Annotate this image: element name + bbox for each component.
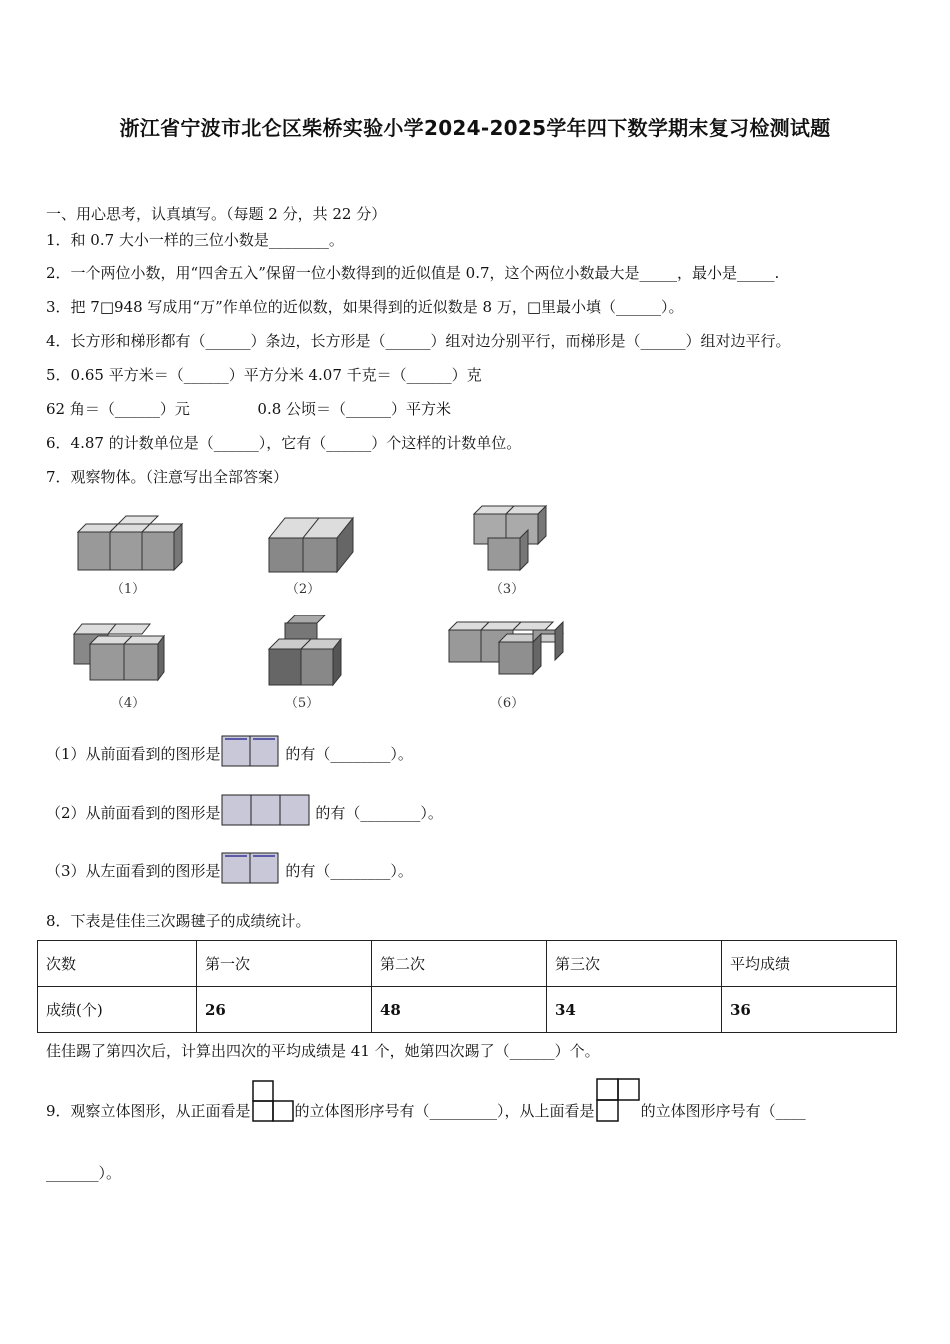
- figure-5-cubes: [265, 615, 350, 690]
- question-1: 1．和 0.7 大小一样的三位小数是________。: [46, 231, 344, 249]
- q7-sub2-prefix: （2）从前面看到的图形是: [46, 804, 221, 822]
- question-9-continued: _______）。: [46, 1164, 122, 1182]
- two-square-front-view-figure: [221, 735, 281, 767]
- figure-3-cubes: [470, 504, 560, 576]
- question-6: 6．4.87 的计数单位是（______），它有（______）个这样的计数单位。: [46, 434, 522, 452]
- question-7-sub2: [46, 789, 443, 821]
- top-view-l-shape-figure: [595, 1078, 641, 1122]
- q7-sub1-prefix: （1）从前面看到的图形是: [46, 745, 221, 763]
- table-cell: 26: [197, 987, 372, 1033]
- question-5b: [46, 398, 451, 419]
- question-7-sub1: [46, 730, 413, 762]
- question-3: 3．把 7□948 写成用“万”作单位的近似数，如果得到的近似数是 8 万，□里最小填（______）。: [46, 298, 684, 316]
- q7-sub2-suffix: 的有（________）。: [315, 804, 443, 822]
- figure-6-cubes: [445, 618, 570, 678]
- figure-caption-1: （1）: [110, 582, 146, 597]
- question-8-followup: 佳佳踢了第四次后，计算出四次的平均成绩是 41 个，她第四次踢了（______）个。: [46, 1042, 600, 1060]
- figure-caption-4: （4）: [110, 696, 146, 711]
- question-2: 2．一个两位小数，用“四舍五入”保留一位小数得到的近似值是 0.7，这个两位小数最大是_____，最小是_____.: [46, 264, 780, 282]
- section-heading: 一、用心思考，认真填写。（每题 2 分，共 22 分）: [46, 205, 387, 223]
- question-7-sub3: [46, 847, 413, 879]
- table-cell: 34: [547, 987, 722, 1033]
- figure-caption-5: （5）: [284, 696, 320, 711]
- q7-sub3-suffix: 的有（________）。: [285, 862, 413, 880]
- front-view-l-shape-figure: [251, 1080, 295, 1122]
- figure-2-cubes: [265, 512, 365, 576]
- table-row: [38, 987, 897, 1033]
- figure-4-cubes: [68, 620, 168, 690]
- question-5b-part1: 62 角＝（______）元: [46, 400, 190, 418]
- q9-middle: 的立体图形序号有（_________），从上面看是: [294, 1102, 595, 1120]
- score-table: [37, 940, 897, 1033]
- table-header-cell: 第一次: [197, 941, 372, 987]
- question-8: 8．下表是佳佳三次踢毽子的成绩统计。: [46, 912, 311, 930]
- question-5a: 5．0.65 平方米＝（______）平方分米 4.07 千克＝（______）克: [46, 366, 482, 384]
- question-5b-part2: 0.8 公顷＝（______）平方米: [257, 400, 452, 418]
- table-header-cell: 第二次: [372, 941, 547, 987]
- figure-caption-2: （2）: [285, 582, 321, 597]
- q9-prefix: 9．观察立体图形，从正面看是: [46, 1102, 251, 1120]
- question-9: [46, 1078, 806, 1122]
- question-7: 7．观察物体。（注意写出全部答案）: [46, 468, 289, 486]
- table-row-label: 成绩(个): [38, 987, 197, 1033]
- table-cell: 48: [372, 987, 547, 1033]
- table-cell: 36: [722, 987, 897, 1033]
- q7-sub1-suffix: 的有（________）。: [285, 745, 413, 763]
- table-header-cell: 第三次: [547, 941, 722, 987]
- table-header-row: [38, 941, 897, 987]
- table-header-cell: 平均成绩: [722, 941, 897, 987]
- page-title: 浙江省宁波市北仑区柴桥实验小学2024-2025学年四下数学期末复习检测试题: [119, 116, 831, 140]
- figure-caption-3: （3）: [489, 582, 525, 597]
- question-4: 4．长方形和梯形都有（______）条边，长方形是（______）组对边分别平行，而梯形是（______）组对边平行。: [46, 332, 791, 350]
- q7-sub3-prefix: （3）从左面看到的图形是: [46, 862, 221, 880]
- q9-suffix: 的立体图形序号有（____: [640, 1102, 806, 1120]
- two-square-left-view-figure: [221, 852, 281, 884]
- three-square-front-view-figure: [221, 794, 311, 826]
- figure-caption-6: （6）: [489, 696, 525, 711]
- table-header-cell: 次数: [38, 941, 197, 987]
- figure-1-cubes: [72, 512, 187, 576]
